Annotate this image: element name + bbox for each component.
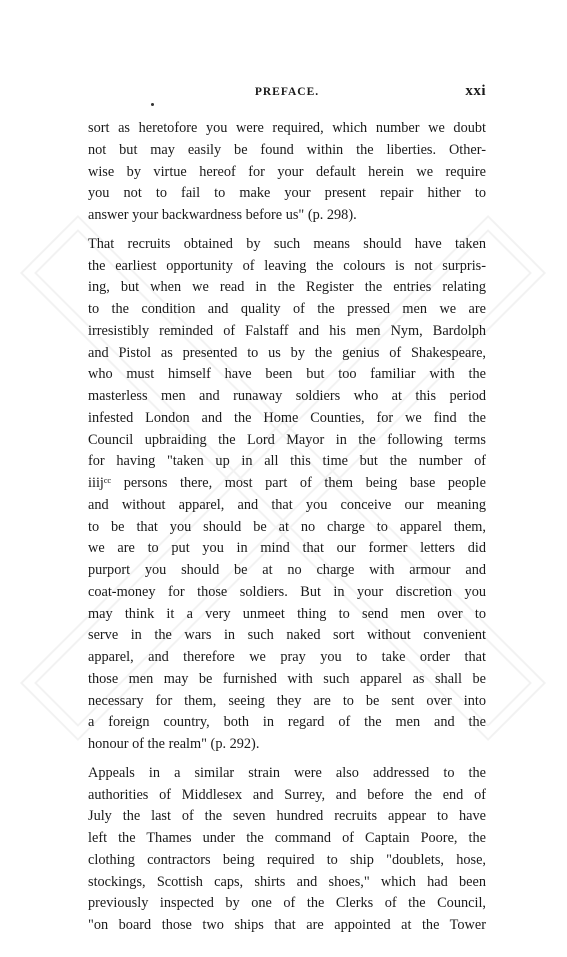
paragraph-2 (88, 234, 486, 756)
text-line: serve in the wars in such naked sort without convenient (88, 627, 486, 644)
text-line: iiijᶜᶜ persons there, most part of them being base people (88, 475, 486, 491)
text-line: wise by virtue hereof for your default herein we require (88, 163, 486, 180)
text-line: necessary for them, seeing they are to be sent over into (88, 692, 486, 709)
text-line: honour of the realm" (p. 292). (88, 736, 260, 752)
text-line: clothing contractors being required to ship "doublets, hose, (88, 851, 486, 868)
running-head: PREFACE. (254, 86, 320, 98)
text-line: you not to fail to make your present repair hither to (88, 185, 486, 202)
text-line: purport you should be at no charge with armour and (88, 562, 486, 578)
paragraph-1 (88, 118, 486, 227)
text-line: left the Thames under the command of Captain Poore, the (88, 830, 486, 846)
text-line: stockings, Scottish caps, shirts and shoes," which had been (88, 873, 486, 890)
text-line: That recruits obtained by such means should have taken (88, 235, 486, 252)
text-line: coat-money for those soldiers. But in your discretion you (88, 583, 486, 600)
text-line: Appeals in a similar strain were also addressed to the (88, 764, 486, 781)
text-line: we are to put you in mind that our former letters did (88, 540, 486, 557)
text-line: irresistibly reminded of Falstaff and his men Nym, Bardolph (88, 322, 486, 339)
text-line: ing, but when we read in the Register the entries relating (88, 279, 486, 296)
page-header (88, 83, 486, 106)
text-line: July the last of the seven hundred recruits appear to have (88, 808, 486, 825)
text-line: and Pistol as presented to us by the genius of Shakespeare, (88, 344, 486, 361)
print-speck (151, 103, 154, 106)
text-line: not but may easily be found within the liberties. Other- (88, 141, 486, 158)
body-text (88, 118, 486, 937)
text-line: masterless men and runaway soldiers who at this period (88, 388, 486, 404)
text-line: authorities of Middlesex and Surrey, and before the end of (88, 786, 486, 803)
text-line: for having "taken up in all this time but the number of (88, 453, 486, 470)
text-line: "on board those two ships that are appointed at the Tower (88, 917, 486, 933)
text-line: those men may be furnished with such apparel as shall be (88, 670, 486, 687)
text-line: apparel, and therefore we pray you to take order that (88, 649, 486, 665)
text-line: sort as heretofore you were required, which number we doubt (88, 120, 486, 136)
page-number: xxi (465, 83, 486, 99)
text-line: Council upbraiding the Lord Mayor in the following terms (88, 431, 486, 448)
text-line: the earliest opportunity of leaving the colours is not surpris- (88, 257, 486, 274)
text-line: may think it a very unmeet thing to send men over to (88, 605, 486, 622)
text-line: a foreign country, both in regard of the men and the (88, 714, 486, 731)
text-line: answer your backwardness before us" (p. 298). (88, 207, 357, 223)
text-line: and without apparel, and that you conceive our meaning (88, 496, 486, 513)
text-line: who must himself have been but too familiar with the (88, 366, 486, 383)
text-line: previously inspected by one of the Clerks of the Council, (88, 895, 486, 912)
text-line: to be that you should be at no charge to apparel them, (88, 518, 486, 535)
text-line: infested London and the Home Counties, for we find the (88, 409, 486, 426)
paragraph-3 (88, 763, 486, 937)
text-line: to the condition and quality of the pressed men we are (88, 301, 486, 317)
